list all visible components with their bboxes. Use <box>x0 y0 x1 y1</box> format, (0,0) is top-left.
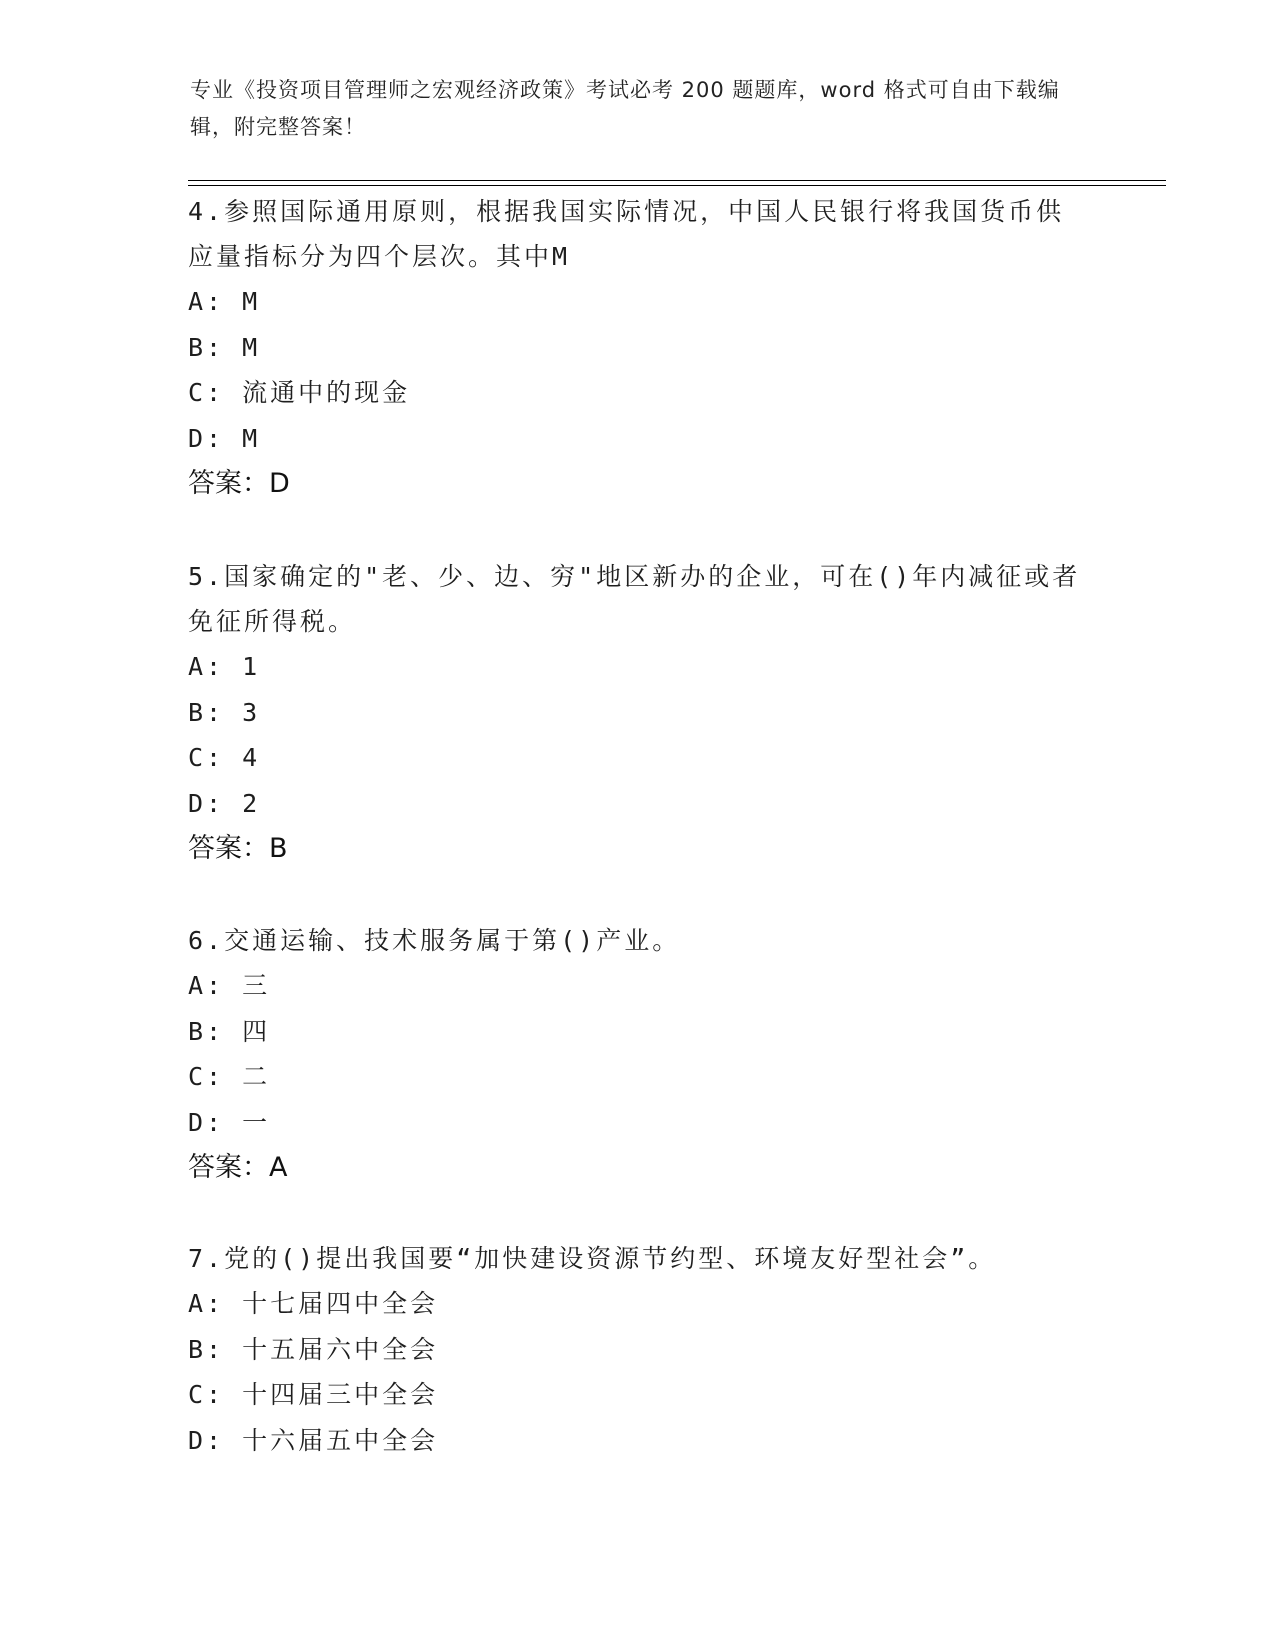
question-6 <box>188 918 1088 1190</box>
option-b: B: M <box>188 332 261 362</box>
header-rule-top <box>188 180 1166 181</box>
question-4 <box>188 189 1088 506</box>
question-stem: 6.交通运输、技术服务属于第()产业。 <box>188 926 681 955</box>
document-header: 专业《投资项目管理师之宏观经济政策》考试必考 200 题题库，word 格式可自由下载编辑，附完整答案！ <box>190 78 1060 139</box>
question-stem: 7.党的()提出我国要“加快建设资源节约型、环境友好型社会”。 <box>188 1244 997 1273</box>
option-b: B: 十五届六中全会 <box>188 1334 439 1364</box>
option-a: A: M <box>188 287 261 316</box>
option-c: C: 流通中的现金 <box>188 378 411 407</box>
option-c: C: 十四届三中全会 <box>188 1380 439 1409</box>
option-a: A: 十七届四中全会 <box>188 1289 439 1318</box>
header-rule-bottom <box>188 185 1166 186</box>
answer-line: 答案：A <box>188 1152 288 1183</box>
option-d: D: 十六届五中全会 <box>188 1425 439 1455</box>
option-a: A: 三 <box>188 971 271 1000</box>
question-5 <box>188 554 1088 871</box>
option-d: D: 2 <box>188 788 261 818</box>
option-c: C: 二 <box>188 1062 271 1091</box>
question-stem: 5.国家确定的"老、少、边、穷"地区新办的企业，可在()年内减征或者免征所得税。 <box>188 562 1081 636</box>
option-d: D: 一 <box>188 1107 271 1137</box>
option-b: B: 四 <box>188 1016 271 1046</box>
question-7 <box>188 1236 1088 1463</box>
option-a: A: 1 <box>188 652 261 681</box>
option-b: B: 3 <box>188 697 261 727</box>
answer-line: 答案：D <box>188 468 290 499</box>
option-c: C: 4 <box>188 743 261 772</box>
answer-line: 答案：B <box>188 833 288 864</box>
question-stem: 4.参照国际通用原则，根据我国实际情况，中国人民银行将我国货币供应量指标分为四个层次。其中M <box>188 197 1065 271</box>
option-d: D: M <box>188 423 261 453</box>
